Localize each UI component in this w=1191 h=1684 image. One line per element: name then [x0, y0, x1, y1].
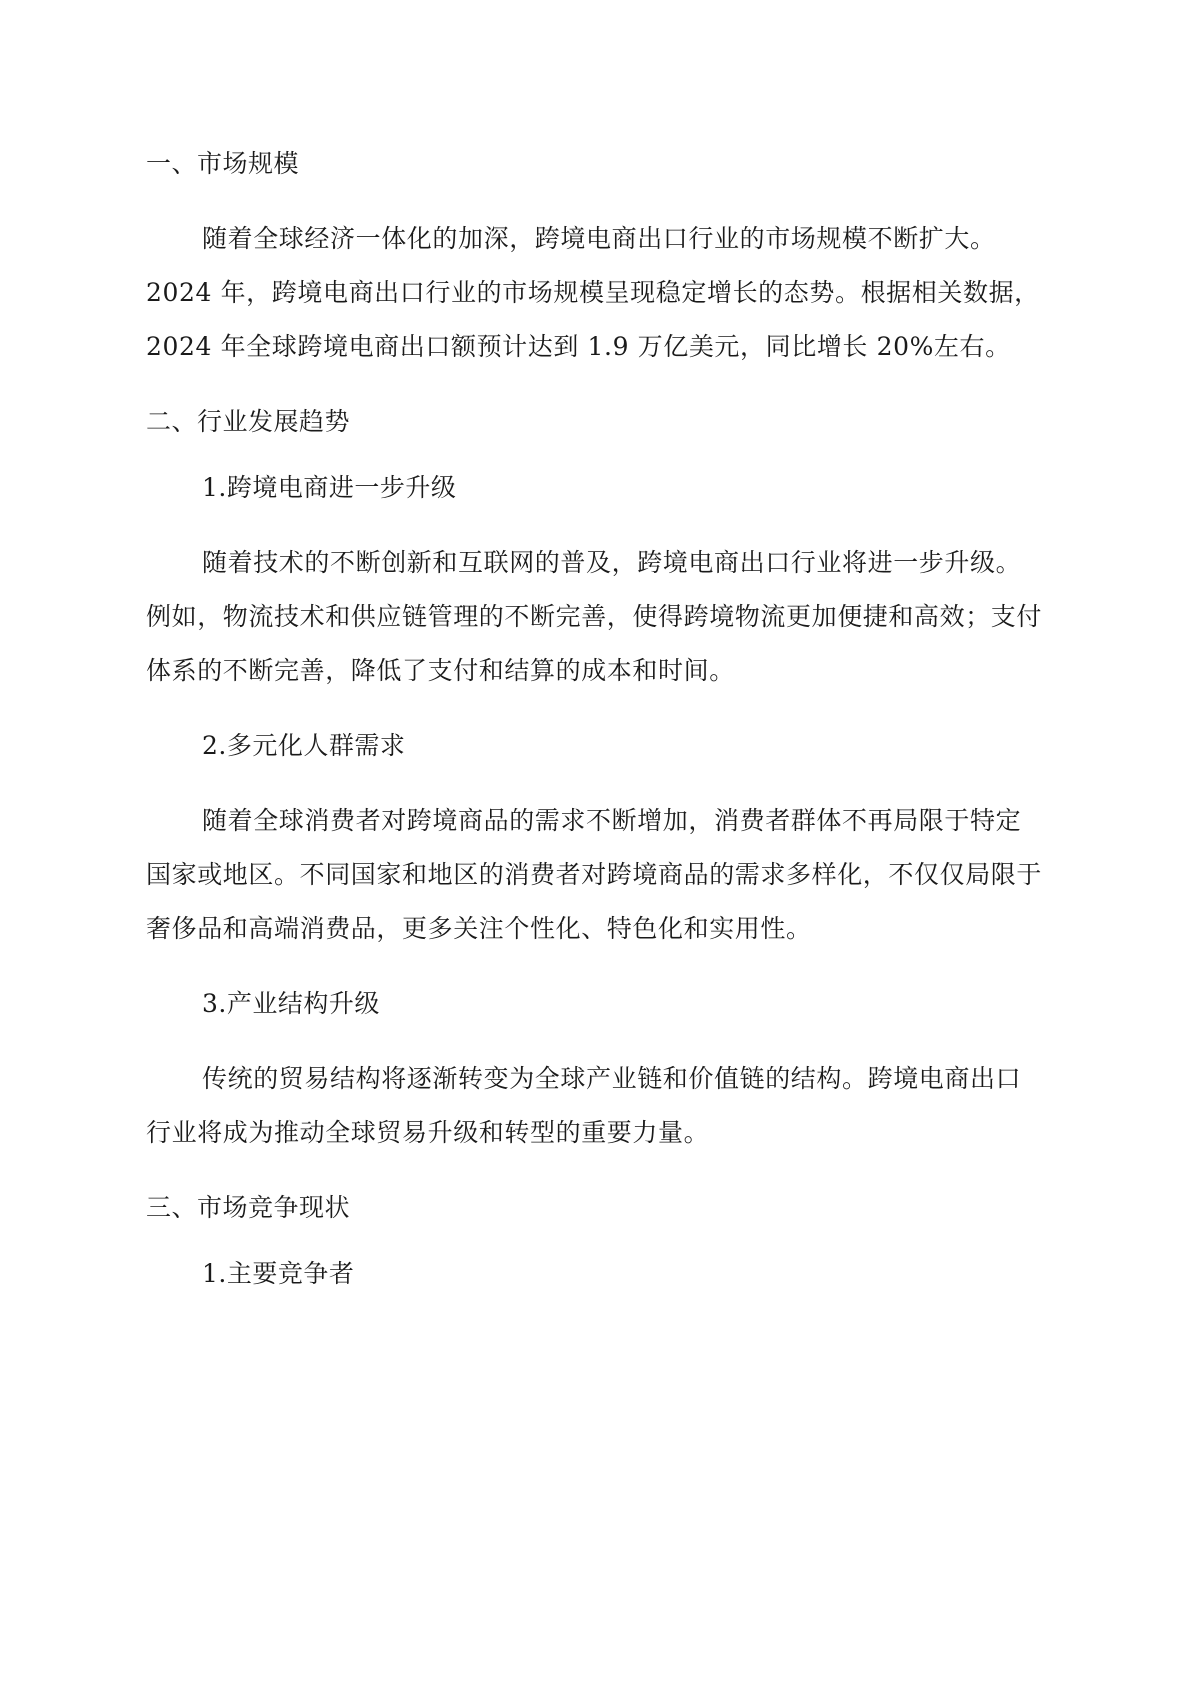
subheading-upgrade: 1.跨境电商进一步升级 — [202, 473, 457, 502]
paragraph-upgrade: 随着技术的不断创新和互联网的普及，跨境电商出口行业将进一步升级。例如，物流技术和供应链管理的不断完善，使得跨境物流更加便捷和高效；支付体系的不断完善，降低了支付和结算的成本和时间。 — [146, 548, 1043, 685]
paragraph-diverse-demand: 随着全球消费者对跨境商品的需求不断增加，消费者群体不再局限于特定国家或地区。不同国家和地区的消费者对跨境商品的需求多样化，不仅仅局限于奢侈品和高端消费品，更多关注个性化、特色化和实用性。 — [146, 806, 1043, 943]
section-heading-market-size: 一、市场规模 — [146, 149, 300, 178]
document-body — [146, 146, 1046, 1292]
subheading-main-competitors: 1.主要竞争者 — [202, 1259, 355, 1288]
paragraph-industry-structure: 传统的贸易结构将逐渐转变为全球产业链和价值链的结构。跨境电商出口行业将成为推动全球贸易升级和转型的重要力量。 — [146, 1064, 1022, 1147]
paragraph-market-size: 随着全球经济一体化的加深，跨境电商出口行业的市场规模不断扩大。2024 年，跨境电商出口行业的市场规模呈现稳定增长的态势。根据相关数据，2024 年全球跨境电商出口额预计达到 1.9 万亿美元，同比增长 20%左右。 — [146, 224, 1040, 361]
subheading-industry-structure: 3.产业结构升级 — [202, 989, 380, 1018]
section-heading-competition: 三、市场竞争现状 — [146, 1193, 351, 1222]
section-heading-industry-trends: 二、行业发展趋势 — [146, 407, 351, 436]
subheading-diverse-demand: 2.多元化人群需求 — [202, 731, 406, 760]
